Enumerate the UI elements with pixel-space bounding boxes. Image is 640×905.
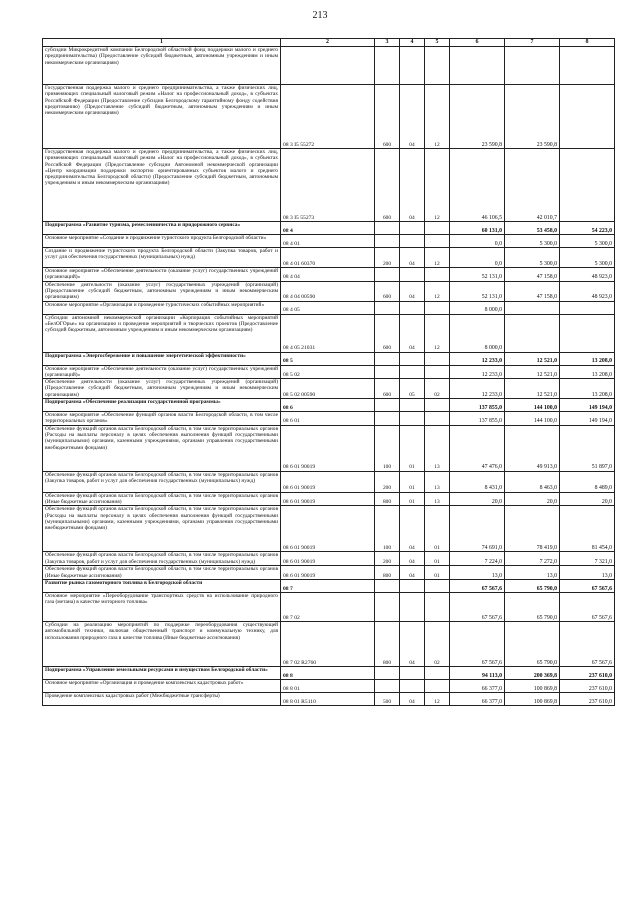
row-section <box>400 222 425 235</box>
row-expense-type: 100 <box>375 506 400 552</box>
row-amount-year2 <box>505 314 560 352</box>
row-expense-type: 600 <box>375 149 400 222</box>
row-amount-year2: 12 521,0 <box>505 379 560 399</box>
row-amount-year2: 144 100,0 <box>505 399 560 412</box>
row-amount-year2: 65 790,0 <box>505 621 560 666</box>
row-amount-year3: 54 223,0 <box>560 222 615 235</box>
row-code: 08 7 02 <box>281 592 375 621</box>
row-section: 01 <box>400 492 425 506</box>
row-subsection <box>425 666 450 679</box>
row-amount-year1: 47 476,0 <box>450 425 505 471</box>
page-number: 213 <box>312 10 328 21</box>
row-amount-year1: 52 131,0 <box>450 281 505 301</box>
column-header: 6 <box>450 39 505 47</box>
row-amount-year1: 12 233,0 <box>450 352 505 365</box>
row-subsection: 13 <box>425 471 450 492</box>
table-row <box>43 552 615 566</box>
row-subsection <box>425 235 450 248</box>
row-subsection <box>425 301 450 314</box>
row-expense-type <box>375 412 400 426</box>
row-code: 08 3 I5 55273 <box>281 149 375 222</box>
row-amount-year3: 7 321,0 <box>560 552 615 566</box>
row-code: 08 5 02 <box>281 365 375 379</box>
row-expense-type: 500 <box>375 692 400 705</box>
row-amount-year2: 13,0 <box>505 566 560 580</box>
row-section <box>400 592 425 621</box>
row-subsection: 13 <box>425 492 450 506</box>
row-section: 04 <box>400 281 425 301</box>
row-expense-type: 800 <box>375 621 400 666</box>
row-name: Государственная поддержка малого и среднего предпринимательства, а также физических лиц, применяющих специальный налоговый режим «Налог на профессиональный доход», в субъектах Российской Федерации (Предоставление субсидии Белгородскому гарантийному фонду содействия кредитованию) (Предоставление субсидий бюджетным, автономным учреждениям и иным некоммерческим организациям) <box>43 85 281 149</box>
row-name: Государственная поддержка малого и среднего предпринимательства, а также физических лиц, применяющих специальный налоговый режим «Налог на профессиональный доход», в субъектах Российской Федерации (Предоставление субсидии Автономной некоммерческой организации «Центр координации поддержки экспортно ориентированных субъектов малого и среднего предпринимательства Белгородской области) (Предоставление субсидий бюджетным, автономным учреждениям и иным некоммерческим организациям) <box>43 149 281 222</box>
table-row <box>43 314 615 352</box>
row-name: Развитие рынка газомоторного топлива в Белгородской области <box>43 579 281 592</box>
row-section: 04 <box>400 552 425 566</box>
row-amount-year1: 94 113,0 <box>450 666 505 679</box>
row-code: 08 4 01 60370 <box>281 248 375 268</box>
column-header: 4 <box>400 39 425 47</box>
row-expense-type: 200 <box>375 552 400 566</box>
column-header: 5 <box>425 39 450 47</box>
row-subsection: 01 <box>425 566 450 580</box>
row-amount-year2: 65 790,0 <box>505 579 560 592</box>
table-row <box>43 268 615 282</box>
row-expense-type: 600 <box>375 281 400 301</box>
row-section <box>400 268 425 282</box>
row-amount-year1: 0,0 <box>450 235 505 248</box>
row-code <box>281 47 375 85</box>
row-code: 08 6 01 90019 <box>281 506 375 552</box>
row-section <box>400 47 425 85</box>
row-name: Основное мероприятие «Обеспечение деятельности (оказание услуг) государственных учреждений (организаций)» <box>43 365 281 379</box>
row-expense-type: 800 <box>375 566 400 580</box>
row-amount-year2: 12 521,0 <box>505 365 560 379</box>
row-amount-year1: 52 131,0 <box>450 268 505 282</box>
row-name: Обеспечение функций органов власти Белгородской области, в том числе территориальных органов (Иные бюджетные ассигнования) <box>43 566 281 580</box>
row-code: 08 4 01 <box>281 235 375 248</box>
row-name: Обеспечение функций органов власти Белгородской области, в том числе территориальных органов (Расходы на выплаты персоналу в целях обеспечения выполнения функций государственными (муниципальными) органами, казенными учреждениями, органами управления государственными внебюджетными фондами) <box>43 506 281 552</box>
table-row <box>43 592 615 621</box>
row-amount-year2: 65 790,0 <box>505 592 560 621</box>
row-amount-year3: 20,0 <box>560 492 615 506</box>
row-amount-year2: 200 369,8 <box>505 666 560 679</box>
row-code: 08 6 <box>281 399 375 412</box>
row-name: Основное мероприятие «Организация и проведение комплексных кадастровых работ» <box>43 679 281 692</box>
row-amount-year3: 13 208,0 <box>560 352 615 365</box>
table-row <box>43 471 615 492</box>
row-amount-year2: 8 463,0 <box>505 471 560 492</box>
row-section <box>400 579 425 592</box>
row-amount-year2: 23 590,8 <box>505 85 560 149</box>
row-section: 04 <box>400 248 425 268</box>
row-expense-type: 200 <box>375 471 400 492</box>
row-amount-year2: 42 010,7 <box>505 149 560 222</box>
row-name: Основное мероприятие «Обеспечение функций органов власти Белгородской области, в том числе территориальных органов» <box>43 412 281 426</box>
row-code: 08 4 04 <box>281 268 375 282</box>
row-amount-year1: 23 590,8 <box>450 85 505 149</box>
row-section: 04 <box>400 149 425 222</box>
row-code: 08 4 05 21031 <box>281 314 375 352</box>
row-name: Обеспечение функций органов власти Белгородской области, в том числе территориальных органов (Закупка товаров, работ и услуг для обеспечения государственных (муниципальных) нужд) <box>43 552 281 566</box>
row-amount-year1: 46 106,5 <box>450 149 505 222</box>
row-amount-year3: 149 194,0 <box>560 399 615 412</box>
row-amount-year1: 67 567,6 <box>450 579 505 592</box>
row-name: Основное мероприятие «Переоборудование транспортных средств на использование природного газа (метана) в качестве моторного топлива» <box>43 592 281 621</box>
row-code: 08 6 01 90019 <box>281 425 375 471</box>
row-amount-year2: 53 458,0 <box>505 222 560 235</box>
row-expense-type <box>375 679 400 692</box>
row-code: 08 4 05 <box>281 301 375 314</box>
row-expense-type <box>375 399 400 412</box>
table-row <box>43 666 615 679</box>
row-code: 08 6 01 90019 <box>281 566 375 580</box>
row-amount-year1: 67 567,6 <box>450 592 505 621</box>
row-amount-year3: 13,0 <box>560 566 615 580</box>
row-amount-year3: 48 923,0 <box>560 268 615 282</box>
row-amount-year1: 20,0 <box>450 492 505 506</box>
column-header: 2 <box>281 39 375 47</box>
row-amount-year1: 67 567,6 <box>450 621 505 666</box>
row-expense-type <box>375 235 400 248</box>
row-amount-year1: 8 000,0 <box>450 314 505 352</box>
row-amount-year2: 12 521,0 <box>505 352 560 365</box>
table-row <box>43 566 615 580</box>
row-amount-year2: 47 158,0 <box>505 268 560 282</box>
row-subsection <box>425 222 450 235</box>
row-subsection: 13 <box>425 425 450 471</box>
row-name: Субсидии на реализацию мероприятий по поддержке переоборудования существующей автомобильной техники, включая общественный транспорт и коммунальную технику, для использования природного газа в качестве топлива (Иные бюджетные ассигнования) <box>43 621 281 666</box>
row-expense-type <box>375 222 400 235</box>
row-subsection <box>425 365 450 379</box>
table-row <box>43 235 615 248</box>
row-section <box>400 235 425 248</box>
row-amount-year2: 78 419,0 <box>505 506 560 552</box>
row-amount-year3: 5 300,0 <box>560 235 615 248</box>
row-expense-type: 100 <box>375 425 400 471</box>
row-section: 04 <box>400 566 425 580</box>
row-subsection: 12 <box>425 281 450 301</box>
row-name: Субсидии автономной некоммерческой организации «Корпорация событийных мероприятий «БелОГОрье» на организацию и проведение мероприятий и творческих проектов (Предоставление субсидий бюджетным, автономным учреждениям и иным некоммерческим организациям) <box>43 314 281 352</box>
row-code: 08 6 01 <box>281 412 375 426</box>
row-section <box>400 666 425 679</box>
row-code: 08 5 <box>281 352 375 365</box>
row-section: 04 <box>400 506 425 552</box>
row-amount-year2: 7 272,0 <box>505 552 560 566</box>
row-name: Обеспечение функций органов власти Белгородской области, в том числе территориальных органов (Иные бюджетные ассигнования) <box>43 492 281 506</box>
row-subsection <box>425 592 450 621</box>
row-name: Основное мероприятие «Организация и проведение туристических событийных мероприятий» <box>43 301 281 314</box>
column-header: 8 <box>560 39 615 47</box>
row-section <box>400 412 425 426</box>
row-amount-year3 <box>560 85 615 149</box>
row-name: Обеспечение деятельности (оказание услуг) государственных учреждений (организаций) (Предоставление субсидий бюджетным, автономным учреждениям и иным некоммерческим организациям) <box>43 379 281 399</box>
row-expense-type: 800 <box>375 492 400 506</box>
row-section: 04 <box>400 314 425 352</box>
row-subsection: 01 <box>425 506 450 552</box>
row-section: 01 <box>400 425 425 471</box>
row-amount-year1: 60 131,0 <box>450 222 505 235</box>
row-expense-type <box>375 268 400 282</box>
row-amount-year3: 237 610,0 <box>560 679 615 692</box>
row-subsection <box>425 679 450 692</box>
row-subsection: 12 <box>425 149 450 222</box>
table-row <box>43 379 615 399</box>
row-code: 08 8 01 <box>281 679 375 692</box>
table-row <box>43 85 615 149</box>
row-section <box>400 399 425 412</box>
table-row <box>43 679 615 692</box>
row-name: Обеспечение деятельности (оказание услуг) государственных учреждений (организаций) (Предоставление субсидий бюджетным, автономным учреждениям и иным некоммерческим организациям) <box>43 281 281 301</box>
row-subsection: 12 <box>425 85 450 149</box>
table-row <box>43 365 615 379</box>
table-row <box>43 492 615 506</box>
column-header: 3 <box>375 39 400 47</box>
row-amount-year3: 149 194,0 <box>560 412 615 426</box>
row-amount-year3: 67 567,6 <box>560 579 615 592</box>
row-amount-year2: 144 100,0 <box>505 412 560 426</box>
row-expense-type: 600 <box>375 85 400 149</box>
row-subsection <box>425 579 450 592</box>
row-amount-year1: 8 431,0 <box>450 471 505 492</box>
row-amount-year3: 237 610,0 <box>560 666 615 679</box>
row-code: 08 5 02 00590 <box>281 379 375 399</box>
row-subsection: 02 <box>425 379 450 399</box>
row-name: Обеспечение функций органов власти Белгородской области, в том числе территориальных органов (Расходы на выплаты персоналу в целях обеспечения выполнения функций государственными (муниципальными) органами, казенными учреждениями, органами управления государственными внебюджетными фондами) <box>43 425 281 471</box>
row-amount-year2: 5 300,0 <box>505 235 560 248</box>
row-expense-type <box>375 592 400 621</box>
table-row <box>43 425 615 471</box>
row-amount-year3 <box>560 47 615 85</box>
column-header: 1 <box>43 39 281 47</box>
row-section <box>400 301 425 314</box>
row-subsection: 12 <box>425 248 450 268</box>
row-amount-year3: 5 300,0 <box>560 248 615 268</box>
table-row <box>43 222 615 235</box>
budget-table <box>42 38 615 706</box>
table-row <box>43 399 615 412</box>
row-section: 04 <box>400 85 425 149</box>
row-expense-type <box>375 365 400 379</box>
row-amount-year1: 66 377,0 <box>450 692 505 705</box>
row-expense-type <box>375 301 400 314</box>
row-amount-year2: 100 869,8 <box>505 679 560 692</box>
row-name: Обеспечение функций органов власти Белгородской области, в том числе территориальных органов (Закупка товаров, работ и услуг для обеспечения государственных (муниципальных) нужд) <box>43 471 281 492</box>
row-name: Подпрограмма «Энергосбережение и повышение энергетической эффективности» <box>43 352 281 365</box>
row-amount-year1: 137 855,0 <box>450 412 505 426</box>
table-row <box>43 412 615 426</box>
row-amount-year3: 51 897,0 <box>560 425 615 471</box>
row-section <box>400 365 425 379</box>
table-row <box>43 692 615 705</box>
row-section: 04 <box>400 621 425 666</box>
row-amount-year3: 13 208,0 <box>560 365 615 379</box>
row-amount-year1: 74 691,0 <box>450 506 505 552</box>
row-expense-type <box>375 579 400 592</box>
row-amount-year3 <box>560 314 615 352</box>
row-name: Основное мероприятие «Создание и продвижение туристского продукта Белгородской области» <box>43 235 281 248</box>
row-name: Подпрограмма «Управление земельными ресурсами и имуществом Белгородской области» <box>43 666 281 679</box>
row-subsection <box>425 399 450 412</box>
row-section <box>400 352 425 365</box>
row-amount-year3: 81 454,0 <box>560 506 615 552</box>
row-name: Основное мероприятие «Обеспечение деятельности (оказание услуг) государственных учреждений (организаций)» <box>43 268 281 282</box>
column-header: 7 <box>505 39 560 47</box>
row-subsection: 12 <box>425 314 450 352</box>
row-amount-year1: 137 855,0 <box>450 399 505 412</box>
table-row <box>43 248 615 268</box>
row-amount-year3 <box>560 149 615 222</box>
row-amount-year3: 8 489,0 <box>560 471 615 492</box>
row-amount-year1: 66 377,0 <box>450 679 505 692</box>
row-subsection <box>425 47 450 85</box>
row-section: 05 <box>400 379 425 399</box>
row-name: Подпрограмма «Обеспечение реализации государственной программы» <box>43 399 281 412</box>
table-row <box>43 301 615 314</box>
row-name: Подпрограмма «Развитие туризма, ремесленничества и придорожного сервиса» <box>43 222 281 235</box>
row-amount-year3: 237 610,0 <box>560 692 615 705</box>
row-expense-type <box>375 352 400 365</box>
row-amount-year1: 7 224,0 <box>450 552 505 566</box>
row-code: 08 4 04 00590 <box>281 281 375 301</box>
row-code: 08 6 01 90019 <box>281 492 375 506</box>
row-code: 08 8 <box>281 666 375 679</box>
table-row <box>43 506 615 552</box>
row-expense-type <box>375 666 400 679</box>
row-amount-year1: 13,0 <box>450 566 505 580</box>
row-amount-year3: 48 923,0 <box>560 281 615 301</box>
row-code: 08 7 02 R2760 <box>281 621 375 666</box>
row-amount-year1: 0,0 <box>450 248 505 268</box>
row-code: 08 7 <box>281 579 375 592</box>
row-amount-year1: 8 000,0 <box>450 301 505 314</box>
row-section: 01 <box>400 471 425 492</box>
row-expense-type: 600 <box>375 379 400 399</box>
row-subsection <box>425 352 450 365</box>
row-section: 04 <box>400 692 425 705</box>
row-subsection <box>425 268 450 282</box>
table-row <box>43 47 615 85</box>
row-code: 08 4 <box>281 222 375 235</box>
row-amount-year1 <box>450 47 505 85</box>
row-amount-year2: 20,0 <box>505 492 560 506</box>
table-row <box>43 352 615 365</box>
table-row <box>43 149 615 222</box>
row-expense-type <box>375 47 400 85</box>
row-amount-year3: 67 567,6 <box>560 592 615 621</box>
row-amount-year2 <box>505 301 560 314</box>
row-code: 08 8 01 R5110 <box>281 692 375 705</box>
row-subsection: 01 <box>425 552 450 566</box>
row-name: Создание и продвижение туристского продукта Белгородской области (Закупка товаров, работ и услуг для обеспечения государственных (муниципальных) нужд) <box>43 248 281 268</box>
header-row <box>43 39 615 47</box>
row-expense-type: 600 <box>375 314 400 352</box>
row-amount-year3 <box>560 301 615 314</box>
table-row <box>43 579 615 592</box>
row-name: Проведение комплексных кадастровых работ (Межбюджетные трансферты) <box>43 692 281 705</box>
row-subsection: 12 <box>425 692 450 705</box>
row-amount-year2: 5 300,0 <box>505 248 560 268</box>
table-row <box>43 281 615 301</box>
row-code: 08 6 01 90019 <box>281 552 375 566</box>
row-subsection <box>425 412 450 426</box>
row-code: 08 6 01 90019 <box>281 471 375 492</box>
row-amount-year2: 47 158,0 <box>505 281 560 301</box>
row-amount-year3: 13 208,0 <box>560 379 615 399</box>
row-amount-year3: 67 567,6 <box>560 621 615 666</box>
table-row <box>43 621 615 666</box>
row-section <box>400 679 425 692</box>
row-subsection: 02 <box>425 621 450 666</box>
row-amount-year1: 12 233,0 <box>450 365 505 379</box>
row-amount-year1: 12 233,0 <box>450 379 505 399</box>
row-amount-year2 <box>505 47 560 85</box>
row-amount-year2: 100 869,8 <box>505 692 560 705</box>
row-expense-type: 200 <box>375 248 400 268</box>
row-code: 08 3 I5 55272 <box>281 85 375 149</box>
row-name: субсидии Микрокредитной компании Белгородской областной фонд поддержки малого и среднего предпринимательства) (Предоставление субсидий бюджетным, автономным учреждениям и иным некоммерческим организациям) <box>43 47 281 85</box>
row-amount-year2: 49 913,0 <box>505 425 560 471</box>
